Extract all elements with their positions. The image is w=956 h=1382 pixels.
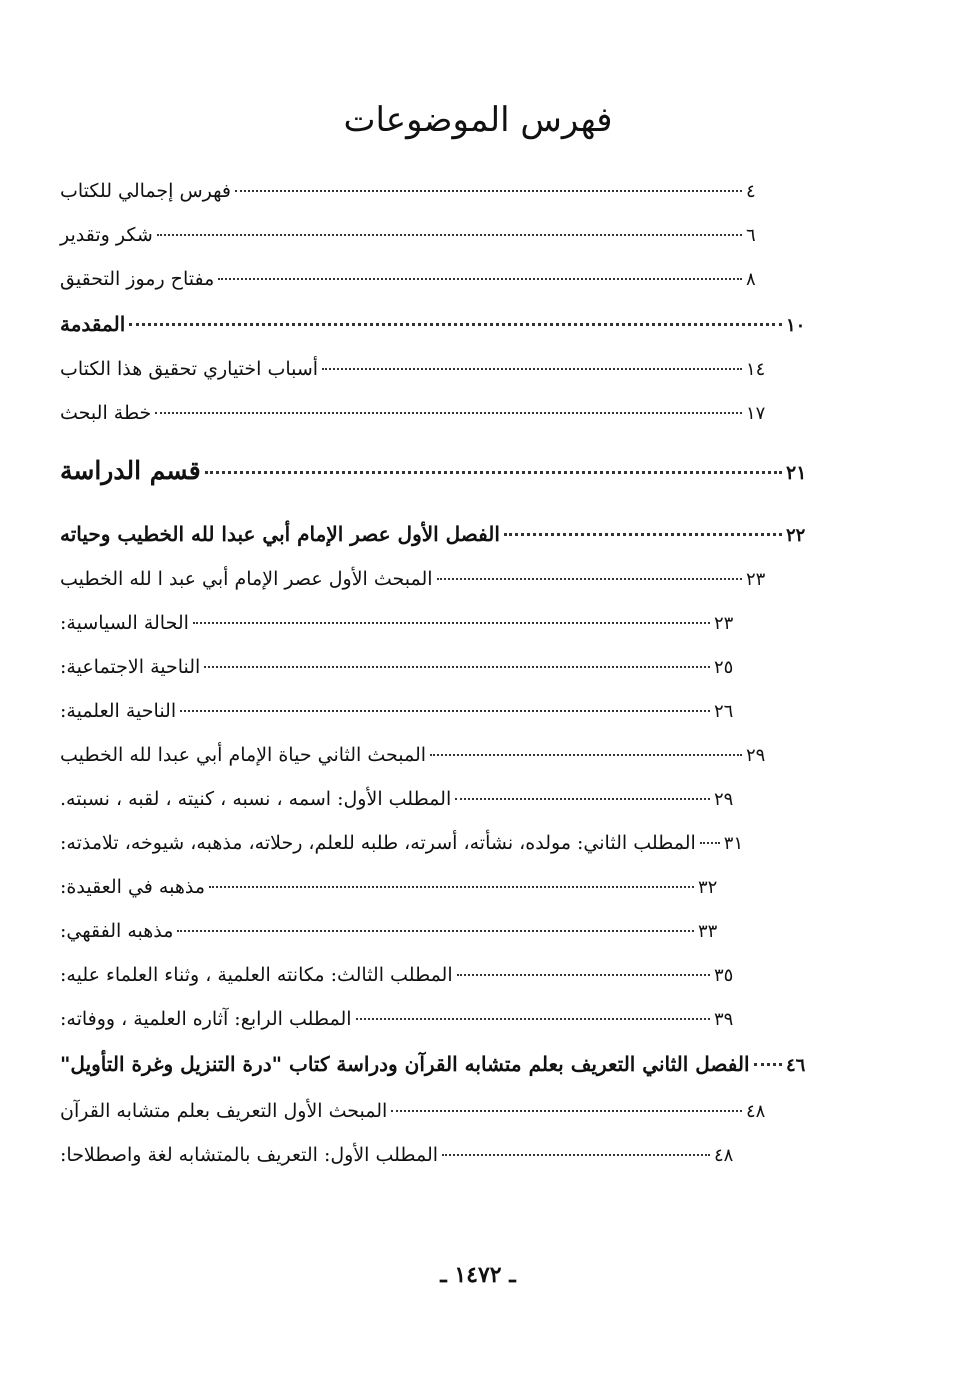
toc-entry-page: ٨ — [746, 269, 756, 290]
toc-entry-label: المطلب الأول: اسمه ، نسبه ، كنيته ، لقبه ، نسبته. — [60, 788, 452, 810]
toc-entry-page: ٤٨ — [746, 1101, 766, 1122]
page-title: فهرس الموضوعات — [343, 100, 613, 140]
dot-leader — [437, 578, 742, 580]
toc-entry-label: المطلب الثالث: مكانته العلمية ، وثناء العلماء عليه: — [60, 964, 453, 986]
toc-entry-label: مذهبه الفقهي: — [60, 920, 174, 942]
toc-entry — [60, 268, 768, 290]
toc-entry — [60, 656, 736, 678]
toc-entry — [60, 920, 720, 942]
toc-entry-label: المبحث الثاني حياة الإمام أبي عبدا لله الخطيب — [60, 744, 427, 766]
toc-entry-page: ٣٥ — [714, 965, 734, 986]
dot-leader — [180, 710, 710, 712]
toc-entry — [60, 358, 768, 380]
toc-entry — [60, 224, 768, 246]
toc-entry-page: ٢٦ — [714, 701, 734, 722]
dot-leader — [155, 412, 742, 414]
toc-entry-page: ٣٩ — [714, 1009, 734, 1030]
toc-entry-label: شكر وتقدير — [60, 224, 153, 246]
dot-leader — [177, 930, 694, 932]
toc-entry-page: ٢٢ — [786, 525, 806, 546]
toc-entry-label: الحالة السياسية: — [60, 612, 189, 634]
toc-entry-page: ٣٢ — [698, 877, 718, 898]
toc-entry — [60, 522, 808, 546]
toc-entry-label: مذهبه في العقيدة: — [60, 876, 205, 898]
toc-entry-label: الفصل الثاني التعريف بعلم متشابه القرآن ودراسة كتاب "درة التنزيل وغرة التأويل" — [60, 1052, 750, 1076]
toc-entry-label: قسم الدراسة — [60, 456, 201, 485]
toc-entry-page: ٣٣ — [698, 921, 718, 942]
dot-leader — [157, 234, 742, 236]
dot-leader — [356, 1018, 710, 1020]
toc-entry-page: ٤ — [746, 181, 756, 202]
toc-entry-label: المقدمة — [60, 312, 126, 336]
toc-entry-page: ١٤ — [746, 359, 766, 380]
toc-entry-page: ١٠ — [786, 315, 806, 336]
toc-entry-label: الناحية العلمية: — [60, 700, 177, 722]
toc-entry-label: الناحية الاجتماعية: — [60, 656, 201, 678]
toc-entry-page: ١٧ — [746, 403, 766, 424]
toc-entry — [60, 700, 736, 722]
dot-leader — [504, 533, 782, 536]
dot-leader — [218, 278, 742, 280]
toc-entry-page: ٢٣ — [746, 569, 766, 590]
dot-leader — [754, 1063, 782, 1066]
dot-leader — [205, 471, 782, 474]
dot-leader — [700, 842, 720, 844]
toc-entry-label: مفتاح رموز التحقيق — [60, 268, 215, 290]
dot-leader — [322, 368, 742, 370]
toc-entry — [60, 832, 744, 854]
toc-entry-page: ٢٩ — [746, 745, 766, 766]
toc-entry — [60, 402, 768, 424]
dot-leader — [391, 1110, 742, 1112]
toc-entry — [60, 876, 720, 898]
toc-entry-label: المطلب الثاني: مولده، نشأته، أسرته، طلبه للعلم، رحلاته، مذهبه، شيوخه، تلامذته: — [60, 832, 696, 854]
toc-entry — [60, 1008, 736, 1030]
toc-entry — [60, 456, 808, 485]
dot-leader — [455, 798, 710, 800]
toc-entry-label: خطة البحث — [60, 402, 152, 424]
toc-entry — [60, 612, 736, 634]
dot-leader — [430, 754, 742, 756]
toc-entry-page: ٢١ — [786, 462, 807, 484]
toc-entry-page: ٢٩ — [714, 789, 734, 810]
toc-entry-label: فهرس إجمالي للكتاب — [60, 180, 231, 202]
toc-entry-page: ٤٦ — [786, 1055, 806, 1076]
toc-entry-label: المطلب الرابع: آثاره العلمية ، ووفاته: — [60, 1008, 352, 1030]
toc-entry — [60, 1144, 736, 1166]
dot-leader — [193, 622, 710, 624]
dot-leader — [235, 190, 742, 192]
toc-entry — [60, 1052, 808, 1076]
toc-entry — [60, 788, 736, 810]
toc-entry-page: ٢٥ — [714, 657, 734, 678]
toc-entry — [60, 964, 736, 986]
dot-leader — [442, 1154, 710, 1156]
dot-leader — [204, 666, 710, 668]
toc-entry — [60, 744, 768, 766]
toc-entry-label: المبحث الأول التعريف بعلم متشابه القرآن — [60, 1100, 388, 1122]
toc-entry-label: المطلب الأول: التعريف بالمتشابه لغة واصطلاحا: — [60, 1144, 439, 1166]
dot-leader — [129, 323, 782, 326]
toc-entry-label: المبحث الأول عصر الإمام أبي عبد ا لله الخطيب — [60, 568, 433, 590]
toc-entry-page: ٦ — [746, 225, 756, 246]
toc-entry-label: أسباب اختياري تحقيق هذا الكتاب — [60, 358, 319, 380]
toc-entry — [60, 1100, 768, 1122]
dot-leader — [209, 886, 694, 888]
toc-entry — [60, 568, 768, 590]
toc-entry — [60, 180, 768, 202]
toc-entry-label: الفصل الأول عصر الإمام أبي عبدا لله الخطيب وحياته — [60, 522, 500, 546]
toc-entry-page: ٤٨ — [714, 1145, 734, 1166]
dot-leader — [457, 974, 710, 976]
toc-entry-page: ٣١ — [723, 833, 744, 854]
page-number: ـ ١٤٧٢ ـ — [440, 1262, 516, 1288]
toc-entry — [60, 312, 808, 336]
toc-entry-page: ٢٣ — [714, 613, 734, 634]
